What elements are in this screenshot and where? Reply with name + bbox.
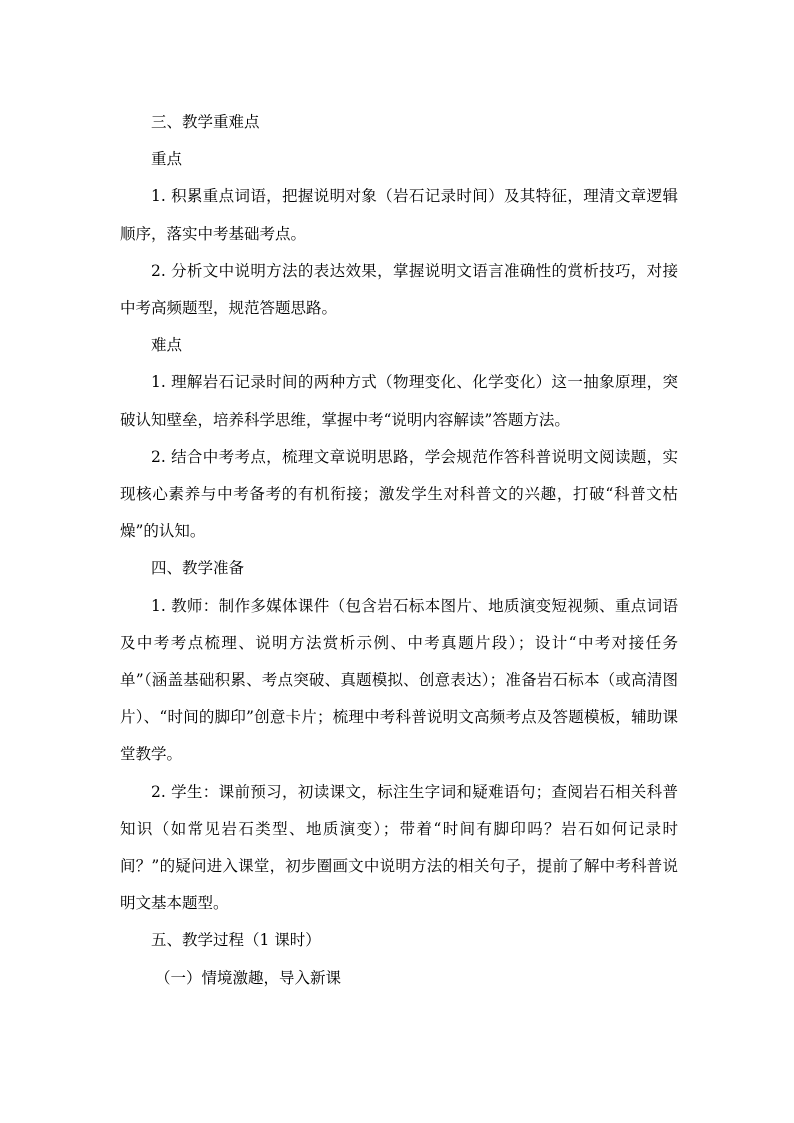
section-5-heading: 五、教学过程（1 课时） (151, 931, 321, 950)
difficult-point-1: 1. 理解岩石记录时间的两种方式（物理变化、化学变化）这一抽象原理，突破认知壁垒，培养科学思维，掌握中考“说明内容解读”答题方法。 (120, 373, 678, 429)
step-1-heading: （一）情境激趣，导入新课 (155, 968, 342, 987)
key-point-2: 2. 分析文中说明方法的表达效果，掌握说明文语言准确性的赏析技巧，对接中考高频题型，规范答题思路。 (120, 261, 678, 318)
section-3-heading: 三、教学重难点 (151, 113, 260, 131)
document-body (120, 104, 678, 997)
prep-teacher: 1. 教师：制作多媒体课件（包含岩石标本图片、地质演变短视频、重点词语及中考考点梳理、说明方法赏析示例、中考真题片段）；设计“中考对接任务单”（涵盖基础积累、考点突破、真题模拟、创意表达）；准备岩石标本（或高清图片）、“时间的脚印”创意卡片；梳理中考科普说明文高频考点及答题模板，辅助课堂教学。 (120, 596, 678, 764)
section-4-heading: 四、教学准备 (151, 559, 245, 578)
difficult-point-2: 2. 结合中考考点，梳理文章说明思路，学会规范作答科普说明文阅读题，实现核心素养与中考备考的有机衔接；激发学生对科普文的兴趣，打破“科普文枯燥”的认知。 (120, 447, 678, 541)
prep-student: 2. 学生：课前预习，初读课文，标注生字词和疑难语句；查阅岩石相关科普知识（如常见岩石类型、地质演变）；带着“时间有脚印吗？岩石如何记录时间？”的疑问进入课堂，初步圈画文中说明方法的相关句子，提前了解中考科普说明文基本题型。 (120, 782, 678, 913)
key-points-label: 重点 (151, 150, 183, 169)
difficult-points-label: 难点 (151, 336, 183, 355)
key-point-1: 1. 积累重点词语，把握说明对象（岩石记录时间）及其特征，理清文章逻辑顺序，落实中考基础考点。 (120, 187, 678, 243)
